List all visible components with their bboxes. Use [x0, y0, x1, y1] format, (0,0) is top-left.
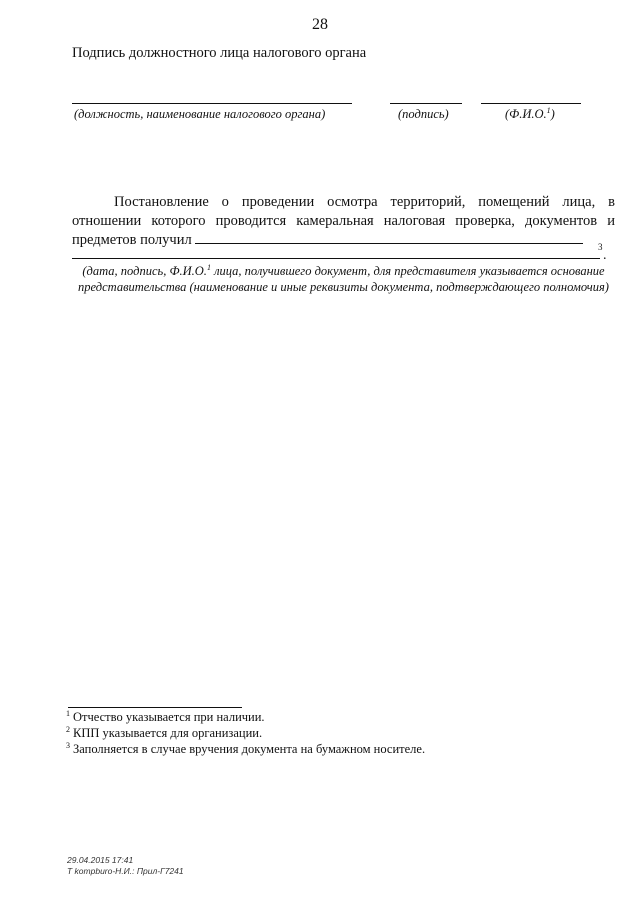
recipient-line-footnote-mark: 3	[598, 242, 603, 252]
name-caption	[505, 107, 555, 122]
recipient-caption	[72, 263, 615, 295]
print-source: Т kompburo-Н.И.: Прил-Г7241	[67, 866, 184, 876]
footnote-mark: 3	[66, 740, 70, 750]
footnote-text: КПП указывается для организации.	[73, 726, 263, 740]
recipient-caption-footnote-mark: 1	[206, 262, 211, 272]
footnote-text: Заполняется в случае вручения документа на бумажном носителе.	[73, 742, 426, 756]
name-line	[481, 103, 581, 104]
receipt-paragraph	[72, 193, 615, 250]
name-caption-footnote-mark: 1	[546, 105, 551, 115]
footnote-3	[66, 742, 425, 757]
footnote-separator	[68, 707, 242, 708]
recipient-line-end: .	[603, 248, 607, 263]
footnote-1	[66, 710, 265, 725]
receipt-text: Постановление о проведении осмотра территорий, помещений лица, в отношении которого проводится камеральная налоговая проверка, документов и предметов получил	[72, 194, 615, 248]
signature-line	[390, 103, 462, 104]
signature-caption: (подпись)	[398, 107, 449, 121]
footnote-2	[66, 726, 262, 741]
signature-heading: Подпись должностного лица налогового органа	[72, 45, 367, 61]
name-caption-close: )	[550, 107, 555, 121]
recipient-second-line	[72, 258, 600, 259]
print-datetime: 29.04.2015 17:41	[67, 855, 134, 865]
footnote-mark: 2	[66, 724, 70, 734]
recipient-caption-part1: (дата, подпись, Ф.И.О.	[82, 264, 207, 278]
position-caption: (должность, наименование налогового органа)	[74, 107, 326, 121]
name-caption-text: (Ф.И.О.	[505, 107, 547, 121]
recipient-caption-part2: лица, получившего документ, для представителя указывается основание представительства (наименование и иные реквизиты документа, подтверждающего полномочия)	[78, 264, 609, 294]
footnote-text: Отчество указывается при наличии.	[73, 710, 265, 724]
page-number: 28	[312, 16, 328, 33]
recipient-fill-line	[195, 231, 583, 244]
position-line	[72, 103, 352, 104]
footnote-mark: 1	[66, 708, 70, 718]
